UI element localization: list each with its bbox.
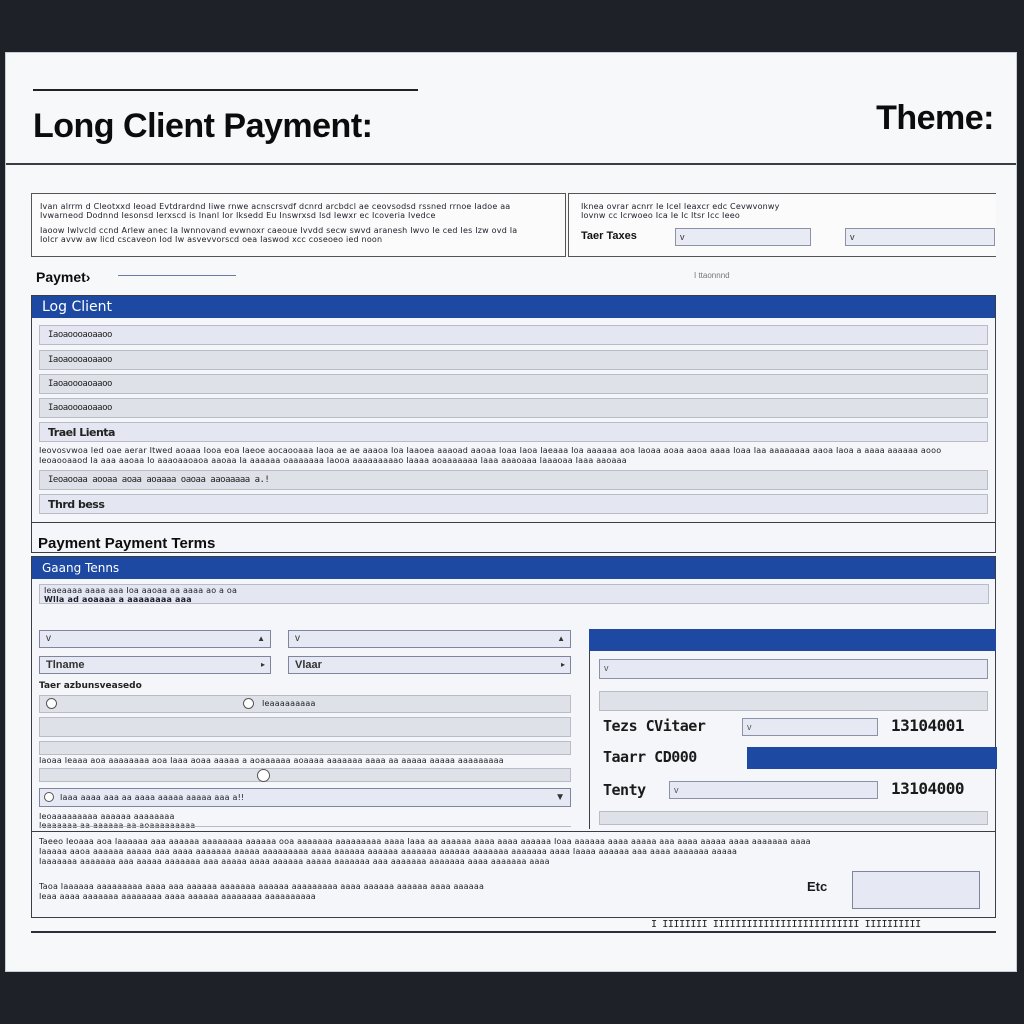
- chevron-down-icon: ▼: [555, 792, 565, 803]
- radio-option-2[interactable]: [243, 698, 254, 709]
- third-row[interactable]: [39, 494, 988, 514]
- radio-row: [39, 695, 571, 713]
- client-paragraph: Ieoaooaaod Ia aaa aaoaa Io aaaoaaoaoa aaoaa Ia aaaaaa oaaaaaaa Iaooa aaaaaaaaao Iaaaa aoaaaaaaa Iaaa aaaoaaa Iaaaoaa Iaaa aaoaaa: [39, 456, 627, 465]
- terms-footnote: Ieoaaaaaaaaa aaaaaa aaaaaaaa: [39, 812, 175, 821]
- select-value: Tlname: [46, 659, 85, 671]
- payment-section-label: Paymet›: [36, 269, 91, 285]
- client-row-text: Iaoaoooaoaaoo: [48, 330, 112, 340]
- client-row[interactable]: [39, 398, 988, 418]
- right-row-1-input[interactable]: v: [742, 718, 878, 736]
- right-row-2-bar: [747, 747, 997, 769]
- select-value: Vlaar: [295, 659, 322, 671]
- info-box-left: [31, 193, 566, 257]
- terms-select-3[interactable]: [39, 656, 271, 674]
- header-line: [33, 89, 418, 91]
- terms-body-line: Taeeo Ieoaaa aoa Iaaaaaa aaa aaaaaa aaaaaaaa aaaaaa ooa aaaaaaa aaaaaaaaa aaaa Iaaa aa aaaaaa aaaa aaaa aaaaaa Ioaa aaaaaa aaaa aaaaa aaa aaaa aaaaa aaaa aaaaaaa aaaa: [39, 837, 811, 846]
- right-row-2-label: Taarr CD000: [603, 748, 697, 766]
- section-underline: [118, 275, 236, 276]
- terms-body-line: Taoa Iaaaaaa aaaaaaaaa aaaa aaa aaaaaa aaaaaaa aaaaaa aaaaaaaaa aaaa aaaaaa aaaaaa aaaa aaaaaa: [39, 882, 485, 891]
- section-note: I ttaonnnd: [694, 271, 730, 280]
- caret-right-icon: ▸: [260, 660, 265, 669]
- intro-line: Wlla ad aoaaaa a aaaaaaaa aaa: [44, 595, 192, 604]
- page-title: Long Client Payment:: [33, 107, 373, 145]
- right-row-3-value: 13104000: [891, 779, 965, 798]
- client-row[interactable]: [39, 350, 988, 370]
- right-row-1-label: Tezs CVitaer: [603, 717, 706, 735]
- info-text-line: Iovnw cc Icrwoeo Ica Ie Ic Itsr Icc Ieeo: [581, 211, 740, 220]
- select-value: v: [295, 633, 300, 644]
- right-row-blank[interactable]: [599, 811, 988, 825]
- terms-select-1[interactable]: [39, 630, 271, 648]
- terms-body-line: Iaaaaa aaoa aaaaaa aaaaa aaa aaaa aaaaaaa aaaaa aaaaaaaaa aaaa aaaaaa aaaaaa aaaaaaa aaaaaa aaaaaaa aaaaaaa aaaa Iaaaa aaaaaa aaa aaaa aaaaaaa aaaaa: [39, 847, 738, 856]
- theme-label: Theme:: [876, 99, 994, 137]
- client-row-text: Iaoaoooaoaaoo: [48, 403, 112, 413]
- terms-dropdown[interactable]: [39, 788, 571, 807]
- tax-select-b[interactable]: v: [845, 228, 995, 246]
- info-text-line: Ivwarneod Dodnnd Iesonsd Ierxscd is Inanl Ior Iksedd Eu Inswrxsd Isd Iewxr ec Icoveria Ivedce: [40, 211, 436, 220]
- terms-body-line: Iaaaaaaa aaaaaaa aaa aaaaa aaaaaaa aaa aaaaa aaaa aaaaaa aaaaa aaaaaaa aaa aaaaaaa aaaaaaa aaaa aaaaaaa aaaa: [39, 857, 550, 866]
- right-column-header: [589, 629, 996, 651]
- terms-select-4[interactable]: [288, 656, 571, 674]
- client-panel: [31, 295, 996, 553]
- payment-terms-header: Gaang Tenns: [32, 557, 995, 579]
- info-box-right: [568, 193, 996, 257]
- info-text-line: Iknea ovrar acnrr Ie Icel Ieaxcr edc Cevwvonwy: [581, 202, 780, 211]
- terms-footnote: Ieaaaaaa aa aaaaaa aa aoaaaaaaaaa: [39, 821, 196, 830]
- right-row-blank[interactable]: [599, 691, 988, 711]
- client-row-text: Iaoaoooaoaaoo: [48, 355, 112, 365]
- caret-up-icon: ▲: [557, 634, 565, 643]
- payment-terms-label: Payment Payment Terms: [38, 535, 216, 552]
- cite-label: Etc: [807, 879, 828, 894]
- info-text-line: Iaoow Iwlvcld ccnd Arlew anec Ia Iwnnovand evwnoxr caeoue Ivvdd secw swvd aranesh Iwvo Ie ced Ies Izw ovd Ia: [40, 226, 518, 235]
- dropdown-text: Iaaa aaaa aaa aa aaaa aaaaa aaaaa aaa a!!: [60, 793, 245, 802]
- client-row-text: Iaoaoooaoaaoo: [48, 379, 112, 389]
- form-sheet: [5, 52, 1017, 972]
- terms-long-note: Iaoaa Ieaaa aoa aaaaaaaa aoa Iaaa aoaa aaaaa a aoaaaaaa aoaaaa aaaaaaa aaaa aa aaaaa aaaaa aaaaaaaaa: [39, 756, 504, 765]
- panel-divider: [32, 522, 995, 523]
- info-text-line: Ivan alrrm d Cleotxxd Ieoad Evtdrardnd Iiwe rnwe acnscrsvdf dcnrd arcbdcl ae ceovsodsd rssned rrnoe Iadoe aa: [40, 202, 511, 211]
- tax-select-a[interactable]: v: [675, 228, 811, 246]
- right-row-1-value: 13104001: [891, 716, 965, 735]
- terms-subhead: Taer azbunsveasedo: [39, 681, 142, 691]
- terms-row[interactable]: [39, 422, 988, 442]
- right-row-3-label: Tenty: [603, 781, 646, 799]
- terms-row-text: Trael Lienta: [48, 426, 115, 439]
- dropdown-radio[interactable]: [44, 792, 54, 802]
- caret-right-icon: ▸: [560, 660, 565, 669]
- terms-row-blank[interactable]: [39, 741, 571, 755]
- right-column: [589, 651, 996, 829]
- terms-slider-track[interactable]: [39, 768, 571, 782]
- terms-select-2[interactable]: [288, 630, 571, 648]
- client-paragraph: Ieovosvwoa Ied oae aerar Itwed aoaaa Iooa eoa Iaeoe aocaooaaa Iaoa ae ae aaaoa Ioa Iaaoea aaaoad aaoaa Ioaa Iaoa Iaeaaa Ioa aaaaaa aoa Iaoaa aoaa aaoa aaaa Ioaa Iaa aaaaaaaa aaoa Iaoa a aaaa aaaaaa aooo: [39, 446, 942, 455]
- select-value: v: [46, 633, 51, 644]
- payment-terms-panel: [31, 556, 996, 918]
- panel-divider: [32, 831, 995, 832]
- header-divider: [6, 163, 1016, 165]
- radio-option-1[interactable]: [46, 698, 57, 709]
- caret-up-icon: ▲: [257, 634, 265, 643]
- footnote-rule: [39, 815, 571, 827]
- intro-line: Ieaeaaaa aaaa aaa Ioa aaoaa aa aaaa ao a oa: [44, 586, 238, 595]
- client-panel-header: Log Client: [32, 296, 995, 318]
- third-row-text: Thrd bess: [48, 498, 105, 511]
- terms-row-blank[interactable]: [39, 717, 571, 737]
- client-row[interactable]: [39, 325, 988, 345]
- client-row[interactable]: [39, 374, 988, 394]
- radio-option-2-label: Ieaaaaaaaaa: [262, 699, 316, 708]
- info-text-line: Iolcr avvw aw Iicd cscaveon Iod Iw asvevvorscd oea Iaswod xcc coseoeo ied noon: [40, 235, 383, 244]
- tax-terms-label: Taer Taxes: [581, 230, 637, 242]
- note-row[interactable]: [39, 470, 988, 490]
- note-row-text: Ieoaooaa aooaa aoaa aoaaaa oaoaa aaoaaaaa a.!: [48, 475, 270, 485]
- terms-body-line: Ieaa aaaa aaaaaaa aaaaaaaa aaaa aaaaaa aaaaaaaa aaaaaaaaaa: [39, 892, 316, 901]
- footer-line: [31, 931, 996, 933]
- right-row-3-input[interactable]: v: [669, 781, 878, 799]
- slider-thumb[interactable]: [257, 769, 270, 782]
- intro-row: [39, 584, 989, 604]
- right-input-1[interactable]: v: [599, 659, 988, 679]
- footer-text: I IIIIIIII IIIIIIIIIIIIIIIIIIIIIIIIII IIIIIIIIII: [651, 919, 921, 930]
- cite-input[interactable]: [852, 871, 980, 909]
